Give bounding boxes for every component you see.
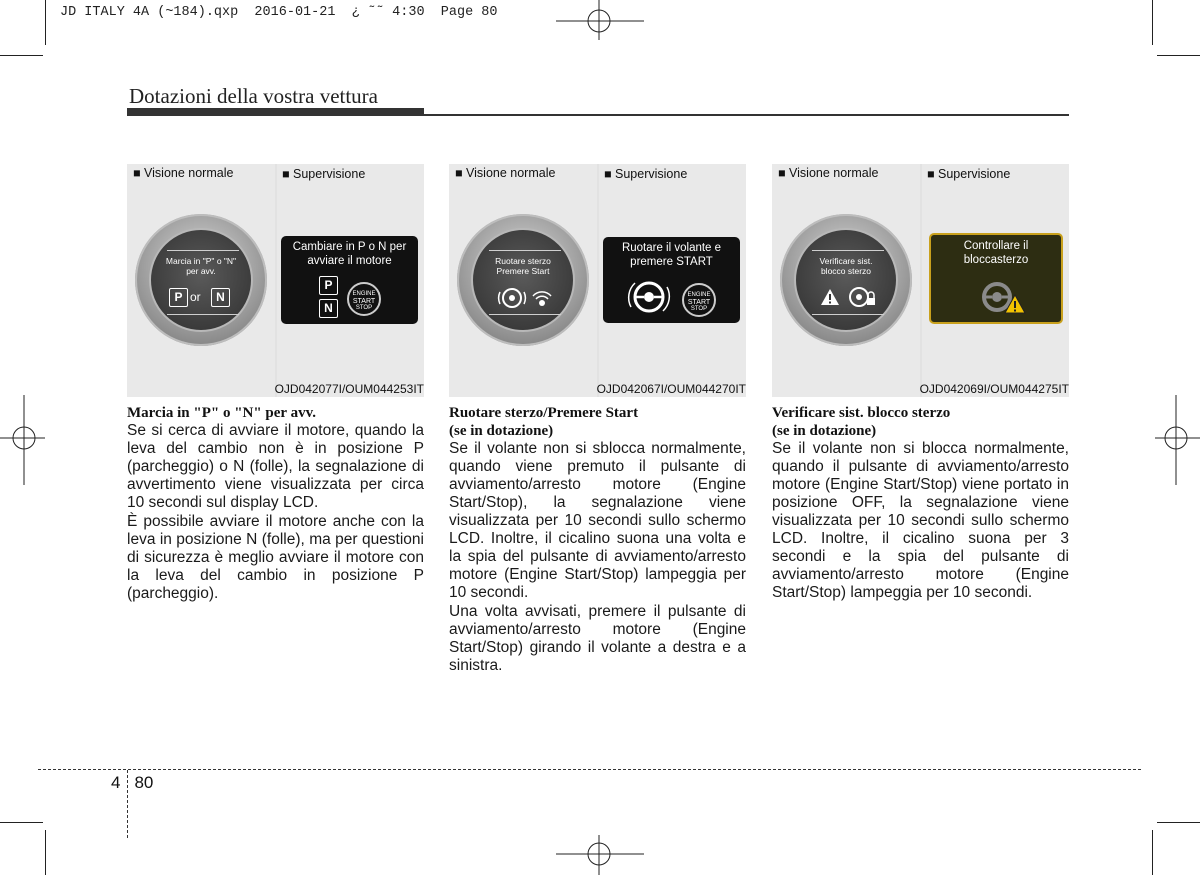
gauge-divider (812, 314, 884, 315)
gear-indicator (169, 288, 233, 308)
crop-mark (0, 55, 43, 56)
figure-steering-start (449, 164, 746, 397)
registration-mark-icon (556, 835, 644, 875)
gear-n-icon: N (319, 299, 338, 318)
or-label: or (190, 290, 201, 304)
crop-mark (1152, 0, 1153, 45)
steering-lock-icon (846, 284, 876, 310)
gauge-cluster (780, 214, 912, 346)
prepress-slug: JD ITALY 4A (~184).qxp 2016-01-21 ¿ ˜˜ 4:30 Page 80 (60, 5, 498, 20)
figure-code: OJD042077I/OUM044253IT (274, 382, 424, 396)
gauge-display (794, 228, 898, 332)
gauge-message: Ruotare sterzo Premere Start (495, 256, 551, 276)
gear-p-icon: P (319, 276, 338, 295)
crop-mark (1157, 55, 1200, 56)
panel-normal-view (449, 164, 597, 397)
crop-mark (1157, 822, 1200, 823)
panel-label: ■ Visione normale (455, 166, 556, 180)
steering-wheel-warning-icon (975, 277, 1027, 317)
lcd-display (929, 233, 1063, 324)
body-text (772, 440, 1069, 602)
body-text (127, 422, 424, 603)
gauge-divider (489, 250, 561, 251)
column-1 (127, 164, 424, 604)
figure-steering-lock (772, 164, 1069, 397)
gauge-divider (167, 314, 239, 315)
section-title: Dotazioni della vostra vettura (129, 84, 378, 108)
gauge-divider (812, 250, 884, 251)
paragraph: Se il volante non si sblocca normalmente, quando viene premuto il pulsante di avviamento/arresto motore (Engine Start/Stop), la segnalazione viene visualizzata per 10 secondi sullo schermo LCD. Inoltre, il cicalino suona una volta e la spia del pulsante di avviamento/arresto motore (Engine Start/Stop) lampeggia per 10 secondi. (449, 440, 746, 601)
registration-mark-icon (1155, 395, 1200, 485)
paragraph: Una volta avvisati, premere il pulsante di avviamento/arresto motore (Engine Start/Stop) girando il volante a destra e a sinistra. (449, 603, 746, 674)
page-number (111, 773, 153, 793)
panel-supervision-view (919, 164, 1069, 397)
gauge-divider (489, 314, 561, 315)
page-number-value: 80 (134, 773, 154, 792)
chapter-number: 4 (111, 773, 121, 792)
registration-mark-icon (0, 395, 45, 485)
lcd-message: Cambiare in P o N per avviare il motore (292, 241, 407, 267)
engine-start-stop-icon: ENGINE START STOP (682, 283, 716, 317)
lcd-message: Controllare il bloccasterzo (963, 240, 1029, 266)
figure-code: OJD042069I/OUM044275IT (919, 382, 1069, 396)
gauge-display (471, 228, 575, 332)
footer-rule (38, 769, 1141, 770)
paragraph: Se si cerca di avviare il motore, quando la leva del cambio non è in posizione P (parcheggio) o N (folle), la segnalazione di avvertimento viene visualizzata per circa 10 secondi sul display LCD. (127, 422, 424, 511)
panel-supervision-view (274, 164, 424, 397)
steering-wheel-icon (497, 286, 527, 310)
panel-supervision-view (596, 164, 746, 397)
key-signal-icon (531, 288, 553, 308)
registration-mark-icon (556, 0, 644, 40)
panel-label: ■ Visione normale (778, 166, 879, 180)
panel-label: ■ Supervisione (604, 167, 688, 181)
panel-normal-view (127, 164, 275, 397)
steering-wheel-rotate-icon (625, 275, 673, 319)
column-2 (449, 164, 746, 676)
panel-label: ■ Supervisione (282, 167, 366, 181)
crop-mark (45, 0, 46, 45)
gauge-message: Verificare sist. blocco sterzo (819, 256, 873, 276)
gauge-cluster (135, 214, 267, 346)
paragraph: Se il volante non si blocca normalmente, quando il pulsante di avviamento/arresto motore (Engine Start/Stop) viene portato in posizione OFF, la segnalazione viene visualizzata per 10 secondi sullo schermo LCD. Inoltre, il cicalino suona per 3 secondi e la spia del pulsante di avviamento/arresto motore (Engine Start/Stop) lampeggia per 10 secondi. (772, 440, 1069, 601)
crop-mark (45, 830, 46, 875)
gauge-message: Marcia in "P" o "N" per avv. (165, 256, 237, 276)
crop-mark (0, 822, 43, 823)
gauge-divider (167, 250, 239, 251)
gauge-cluster (457, 214, 589, 346)
column-3 (772, 164, 1069, 603)
gear-n-icon: N (211, 288, 230, 307)
section-heading: Ruotare sterzo/Premere Start (se in dotazione) (449, 405, 639, 439)
paragraph: È possibile avviare il motore anche con la leva in posizione N (folle), ma per questioni di sicurezza è meglio avviare il motore con la leva del cambio in posizione P (parcheggio). (127, 513, 424, 602)
figure-code: OJD042067I/OUM044270IT (596, 382, 746, 396)
gauge-display (149, 228, 253, 332)
section-heading: Verificare sist. blocco sterzo (se in dotazione) (772, 405, 951, 439)
figure-gear-warning (127, 164, 424, 397)
crop-mark (1152, 830, 1153, 875)
lcd-message: Ruotare il volante e premere START (621, 242, 722, 268)
engine-start-stop-icon: ENGINE START STOP (347, 282, 381, 316)
section-heading: Marcia in "P" o "N" per avv. (127, 405, 316, 421)
panel-normal-view (772, 164, 920, 397)
gear-p-icon: P (169, 288, 188, 307)
lcd-display (281, 236, 418, 324)
panel-label: ■ Supervisione (927, 167, 1011, 181)
lcd-display (603, 237, 740, 323)
warning-triangle-icon (820, 288, 840, 306)
body-text (449, 440, 746, 675)
panel-label: ■ Visione normale (133, 166, 234, 180)
header-rule-thick (127, 108, 424, 116)
